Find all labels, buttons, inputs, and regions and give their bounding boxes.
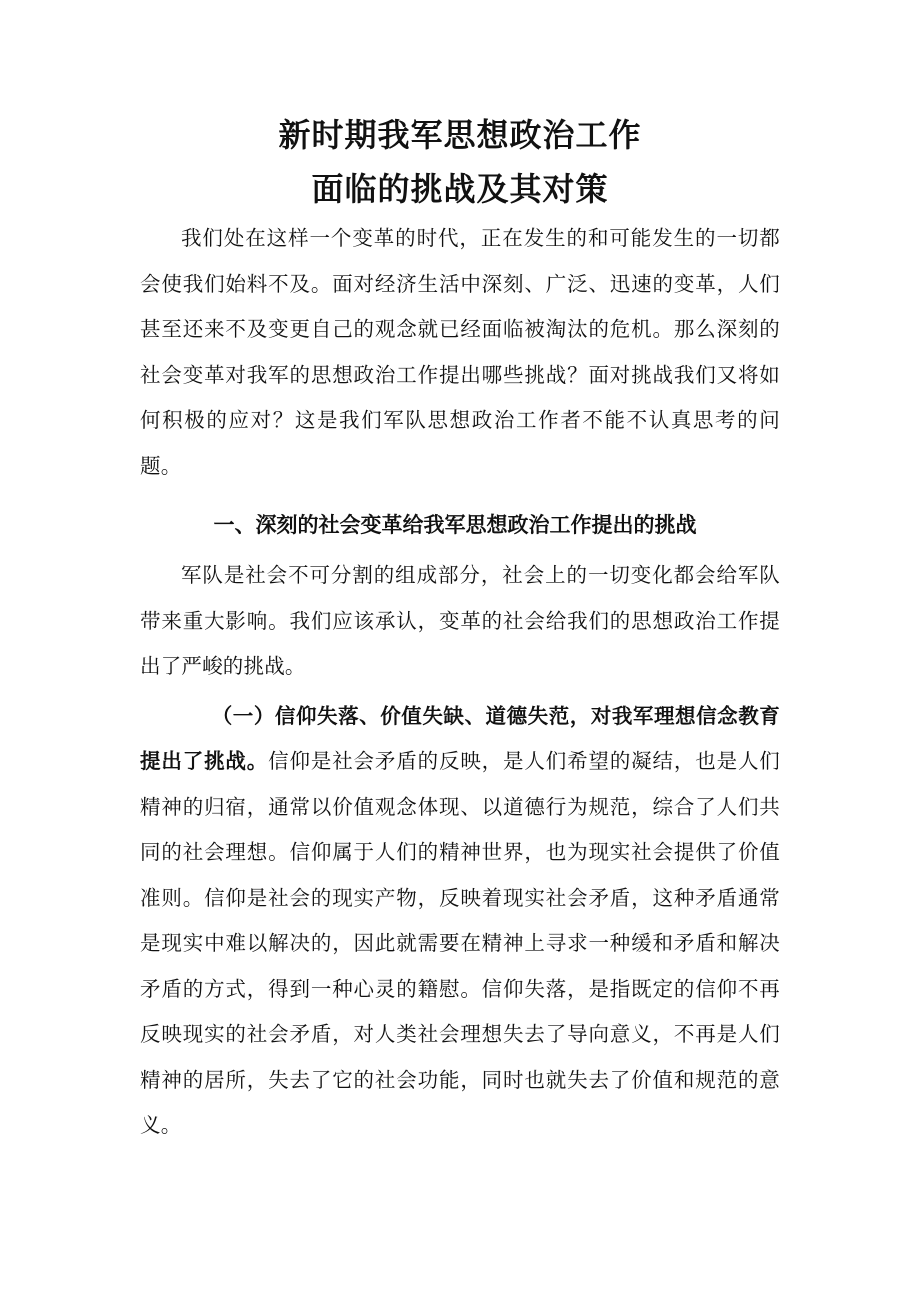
subsection-1-body: 信仰是社会矛盾的反映，是人们希望的凝结，也是人们精神的归宿，通常以价值观念体现、以道德行为规范，综合了人们共同的社会理想。信仰属于人们的精神世界，也为现实社会提供了价值准则。信仰是社会的现实产物，反映着现实社会矛盾，这种矛盾通常是现实中难以解决的，因此就需要在精神上寻求一种缓和矛盾和解决矛盾的方式，得到一种心灵的籍慰。信仰失落，是指既定的信仰不再反映现实的社会矛盾，对人类社会理想失去了导向意义，不再是人们精神的居所，失去了它的社会功能，同时也就失去了价值和规范的意义。 [140, 749, 780, 1137]
intro-paragraph: 我们处在这样一个变革的时代，正在发生的和可能发生的一切都会使我们始料不及。面对经济生活中深刻、广泛、迅速的变革，人们甚至还来不及变更自己的观念就已经面临被淘汰的危机。那么深刻的社会变革对我军的思想政治工作提出哪些挑战？面对挑战我们又将如何积极的应对？这是我们军队思想政治工作者不能不认真思考的问题。 [140, 226, 780, 478]
subsection-1-lead: （一）信仰失落、价值失缺、道德失范，对我军理想信念教育提出了挑战。 [140, 703, 780, 773]
document-title [140, 108, 780, 216]
section-1-heading: 一、深刻的社会变革给我军思想政治工作提出的挑战 [213, 513, 697, 537]
subsection-1-paragraph [140, 694, 780, 1149]
section-1-paragraph: 军队是社会不可分割的组成部分，社会上的一切变化都会给军队带来重大影响。我们应该承认，变革的社会给我们的思想政治工作提出了严峻的挑战。 [140, 563, 780, 678]
title-line-2: 面临的挑战及其对策 [311, 170, 609, 208]
document-page [140, 108, 780, 1149]
title-line-1: 新时期我军思想政治工作 [278, 116, 642, 154]
